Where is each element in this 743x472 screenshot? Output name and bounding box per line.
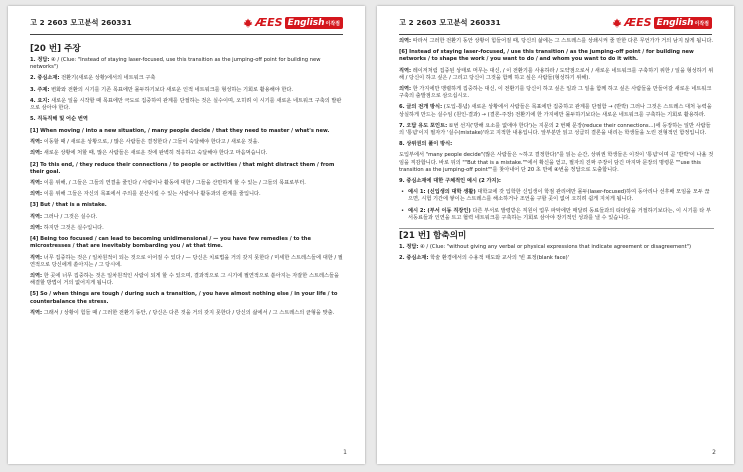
paragraph-label: 의역: bbox=[399, 38, 412, 44]
paragraph-text: 그래서 / 상황이 힘들 때 / 그러한 전환기 동안, / 당신은 다른 것을 거의 갖지 못한다 / 당신의 삶에서 / 그 스트레스의 균형을 맞출. bbox=[42, 309, 335, 316]
paragraph bbox=[30, 225, 345, 232]
aes-english-logo bbox=[612, 14, 712, 31]
paragraph-label: [4] Being too focused / can lead to becoming unidimensional / — you have few remedies / to the microstresses / that are inevitably bombarding you / at that time. bbox=[30, 236, 311, 250]
paragraph bbox=[399, 104, 714, 118]
header-title: 고 2 2603 모고분석 260331 bbox=[30, 18, 132, 27]
paragraph-text: 전환기(새로운 상황)에서의 네트워크 구축 bbox=[59, 75, 156, 82]
logo-sub-text: 이작점 bbox=[694, 20, 709, 27]
paragraph-label: 1. 정답: bbox=[399, 243, 419, 250]
paragraph-label: 직역: bbox=[399, 67, 412, 74]
paragraph-label: [1] When moving / into a new situation, / many people decide / that they need to master / what's new. bbox=[30, 127, 330, 134]
paragraph bbox=[30, 128, 345, 135]
paragraph-text: ①번 선지('방해 요소를 없애야 한다')는 지문의 2 번째 문장(reduce their connections...)에 등장하는 일반 사람들의 '통념'이지 필자가 '실수(mistake)'라고 지적한 내용입니다. 앞부분만 읽고 성급히 결론을 내리는 학생들을 노린 전형적인 함정입니다. bbox=[399, 122, 711, 136]
paragraph-label: 4. 요지: bbox=[30, 98, 50, 105]
paragraph-label: 6. 글의 전개 방식: bbox=[399, 104, 443, 111]
paragraph bbox=[30, 236, 345, 250]
paragraph-text: 이를 위해, / 그들은 그들의 연결을 줄인다 / 사람이나 활동에 대한 / 그들을 산만하게 할 수 있는 / 그들의 목표로부터. bbox=[42, 179, 306, 186]
paragraph bbox=[399, 141, 714, 148]
paragraph bbox=[399, 244, 714, 251]
paragraph-label: [5] So / when things are tough / during such a transition, / you have almost nothing else / in your life / to counterbalance the stress. bbox=[30, 291, 338, 305]
paragraph-label: [2] To this end, / they reduce their connections / to people or activities / that might distract them / from their goal. bbox=[30, 161, 335, 175]
maple-leaf-icon bbox=[612, 18, 622, 28]
paragraph bbox=[30, 191, 345, 198]
logo-aes-text: ÆES bbox=[624, 16, 652, 29]
paragraph-label: 1. 정답: bbox=[30, 57, 50, 64]
paragraph bbox=[399, 49, 714, 63]
paragraph-label: 2. 중심소재: bbox=[399, 255, 429, 262]
paragraph-label: 의역: bbox=[30, 150, 43, 157]
paragraph bbox=[30, 180, 345, 187]
paragraph bbox=[30, 202, 345, 209]
paragraph-text: 따라서 그러한 전환기 동안 상황이 힘들어질 때, 당신의 삶에는 그 스트레스를 상쇄시켜 줄 만한 다른 무언가가 거의 남지 않게 됩니다. bbox=[411, 38, 713, 44]
paragraph-text: 학술 환경에서의 수용적 태도와 교사의 '빈 표정(blank face)' bbox=[428, 255, 570, 262]
paragraph-label: 예시 2: (부서 이동 직장인) bbox=[408, 207, 471, 214]
paragraph-text: 그러나 / 그것은 실수다. bbox=[42, 213, 98, 220]
paragraph bbox=[399, 152, 714, 173]
page-header bbox=[30, 14, 343, 35]
paragraph-label: [3] But / that is a mistake. bbox=[30, 202, 107, 209]
paragraph-label: 예시 1: (신입생의 대학 생활) bbox=[408, 189, 476, 196]
paragraph-text: 이동할 때 / 새로운 상황으로, / 많은 사람들은 결정한다 / 그들이 숙달해야 한다고 / 새로운 것을. bbox=[42, 138, 260, 145]
paragraph bbox=[30, 162, 345, 176]
paragraph bbox=[399, 178, 714, 185]
paragraph-label: [6] Instead of staying laser-focused, / use this transition / as the jumping-off point / for building new networks / to shape the work / you want to do / and whom you want to do it with. bbox=[399, 49, 694, 63]
paragraph-label: 의역: bbox=[399, 86, 412, 93]
paragraph bbox=[399, 38, 714, 45]
example-bullet bbox=[399, 208, 714, 222]
paragraph-label: 7. 오답 유도 포인트: bbox=[399, 122, 448, 129]
paragraph-text: 한 가지에만 맹렬하게 집중하는 대신, 이 전환기를 당신이 하고 싶은 일과 그 일을 함께 하고 싶은 사람들을 만들어갈 새로운 네트워크 구축의 출발점으로 삼으십시오. bbox=[399, 86, 712, 100]
paragraph bbox=[30, 57, 345, 71]
logo-sub-text: 이작점 bbox=[325, 20, 340, 27]
paragraph bbox=[30, 255, 345, 269]
page-number: 1 bbox=[343, 449, 347, 456]
paragraph-label: 직역: bbox=[30, 179, 43, 186]
paragraph-text: 한 곳에 너무 집중하는 것은 일차원적인 사람이 되게 할 수 있으며, 결과적으로 그 시기에 필연적으로 쏟아지는 자잘한 스트레스들을 해결할 방법이 거의 없어지게 됩니다. bbox=[30, 273, 340, 287]
page-number: 2 bbox=[712, 449, 716, 456]
document-page-1 bbox=[8, 6, 365, 464]
paragraph bbox=[30, 273, 345, 287]
paragraph bbox=[30, 310, 345, 317]
paragraph-label: 직역: bbox=[30, 309, 43, 316]
paragraph-text: ④ / (Clue: "without giving any verbal or physical expressions that indicate agreement or disagreement") bbox=[418, 243, 692, 250]
paragraph-label: 5. 직독직해 및 어순 번역 bbox=[30, 116, 88, 123]
paragraph bbox=[30, 116, 345, 123]
paragraph bbox=[399, 86, 714, 100]
paragraph-label: 의역: bbox=[30, 273, 43, 280]
paragraph-text: ④ / (Clue: "Instead of staying laser-focused, use this transition as the jumping-off point for building new networks") bbox=[30, 57, 321, 71]
paragraph-label: 직역: bbox=[30, 138, 43, 145]
logo-english-badge bbox=[654, 17, 712, 29]
paragraph bbox=[399, 123, 714, 137]
section-divider bbox=[399, 228, 714, 229]
logo-aes-text: ÆES bbox=[255, 16, 283, 29]
paragraph bbox=[399, 68, 714, 82]
paragraph bbox=[30, 139, 345, 146]
paragraph-label: 의역: bbox=[30, 225, 43, 232]
paragraph bbox=[30, 87, 345, 94]
aes-english-logo bbox=[243, 14, 343, 31]
paragraph bbox=[30, 150, 345, 157]
maple-leaf-icon bbox=[243, 18, 253, 28]
paragraph bbox=[30, 214, 345, 221]
header-title: 고 2 2603 모고분석 260331 bbox=[399, 18, 501, 27]
paragraph-label: 9. 중심소재에 대한 구체적인 예시 (2 가지): bbox=[399, 177, 502, 184]
paragraph bbox=[30, 98, 345, 112]
paragraph-text: 새로운 일을 시작할 때 목표에만 극도로 집중하여 관계를 단절하는 것은 실수이며, 오히려 이 시기를 새로운 네트워크 구축의 발판으로 삼아야 한다. bbox=[30, 98, 342, 112]
paragraph bbox=[399, 255, 714, 262]
example-bullet bbox=[399, 189, 714, 203]
logo-english-text: English bbox=[287, 17, 325, 28]
section-title: [21 번] 함축의미 bbox=[399, 230, 467, 241]
paragraph bbox=[30, 75, 345, 82]
paragraph-text: 레이저처럼 집중된 상태로 머무는 대신, / 이 전환기를 사용하라 / 도약점으로서 / 새로운 네트워크를 구축하기 위한 / 일을 형성하기 위해 / 당신이 하고 싶은 / 그리고 당신이 그것을 함께 하고 싶은 사람들(형성하기 위해). bbox=[399, 67, 714, 81]
paragraph-text: 하지만 그것은 실수입니다. bbox=[42, 225, 104, 232]
paragraph-label: 2. 중심소재: bbox=[30, 75, 60, 82]
document-page-2 bbox=[377, 6, 734, 464]
logo-english-text: English bbox=[656, 17, 694, 28]
paragraph-label: 직역: bbox=[30, 254, 43, 261]
paragraph-label: 8. 상위권의 풀이 방식: bbox=[399, 141, 453, 148]
paragraph-text: 이를 위해 그들은 자신의 목표에서 주의를 분산시킬 수 있는 사람이나 활동과의 관계를 줄입니다. bbox=[42, 191, 261, 198]
paragraph-text: 변화와 전환의 시기를 기존 목표에만 몰두하기보다 새로운 인적 네트워크를 형성하는 기회로 활용해야 한다. bbox=[49, 86, 294, 93]
paragraph-label: 직역: bbox=[30, 213, 43, 220]
paragraph-text: 도입부에서 "many people decide"(많은 사람들은 ~하고 결정한다)"를 읽는 순간, 상위권 학생들은 이것이 '통념'이며 곧 '반박'이 나올 것임을 직감합니다. 바로 뒤의 ""But that is a mistake.""에서 확신을 얻고, 필자의 진짜 주장이 담긴 마지막 문장의 명령문 ""use this transition as the jumping-off point""를 찾아내어 단 20 초 만에 ④번을 정답으로 도출합니다. bbox=[399, 152, 714, 173]
page-header bbox=[399, 14, 712, 35]
paragraph-label: 3. 주제: bbox=[30, 86, 50, 93]
paragraph-text: 너무 집중하는 것은 / 일차원적이 되는 것으로 이어질 수 있다 / — 당신은 치료법을 거의 갖지 못한다 / 미세한 스트레스들에 대한 / 필연적으로 당신에게 쏟아지는 / 그 당시에. bbox=[30, 254, 343, 268]
page-content bbox=[399, 38, 714, 266]
logo-english-badge bbox=[285, 17, 343, 29]
paragraph-text: 대학교에 갓 입학한 신입생이 학점 관리에만 몰두(laser-focused)하여 동아리나 선후배 모임을 모두 끊으면, 시험 기간에 쌓이는 스트레스를 해소하거나 조언을 구할 곳이 없어 오히려 쉽게 지치게 됩니다. bbox=[408, 189, 710, 203]
paragraph-text: 새로운 상황에 처할 때, 많은 사람들은 새로운 것에 완벽히 적응하고 숙달해야 한다고 마음먹습니다. bbox=[42, 150, 268, 157]
paragraph-text: (도입-통념) 새로운 상황에서 사람들은 목표에만 집중하고 관계를 단절함 → (반박) 그러나 그것은 스트레스 대처 능력을 상실하게 만드는 실수임 (원인-결과) → (결론-주장) 전환기에 한 가지에만 몰두하기보다는 새로운 네트워크를 구축하는 기회로 활용하라. bbox=[399, 104, 712, 118]
paragraph bbox=[30, 291, 345, 305]
paragraph-label: 의역: bbox=[30, 191, 43, 198]
paragraph-text: 다른 부서로 발령받은 직원이 업무 파악에만 매달려 동료들과의 티타임을 거절하기보다는, 이 시기를 타 부서동료들과 인연을 트고 협력 네트워크를 구축하는 기회로 삼아야 장기적인 성과를 낼 수 있습니다. bbox=[408, 207, 711, 221]
page-content bbox=[30, 38, 345, 321]
section-title: [20 번] 주장 bbox=[30, 44, 81, 54]
